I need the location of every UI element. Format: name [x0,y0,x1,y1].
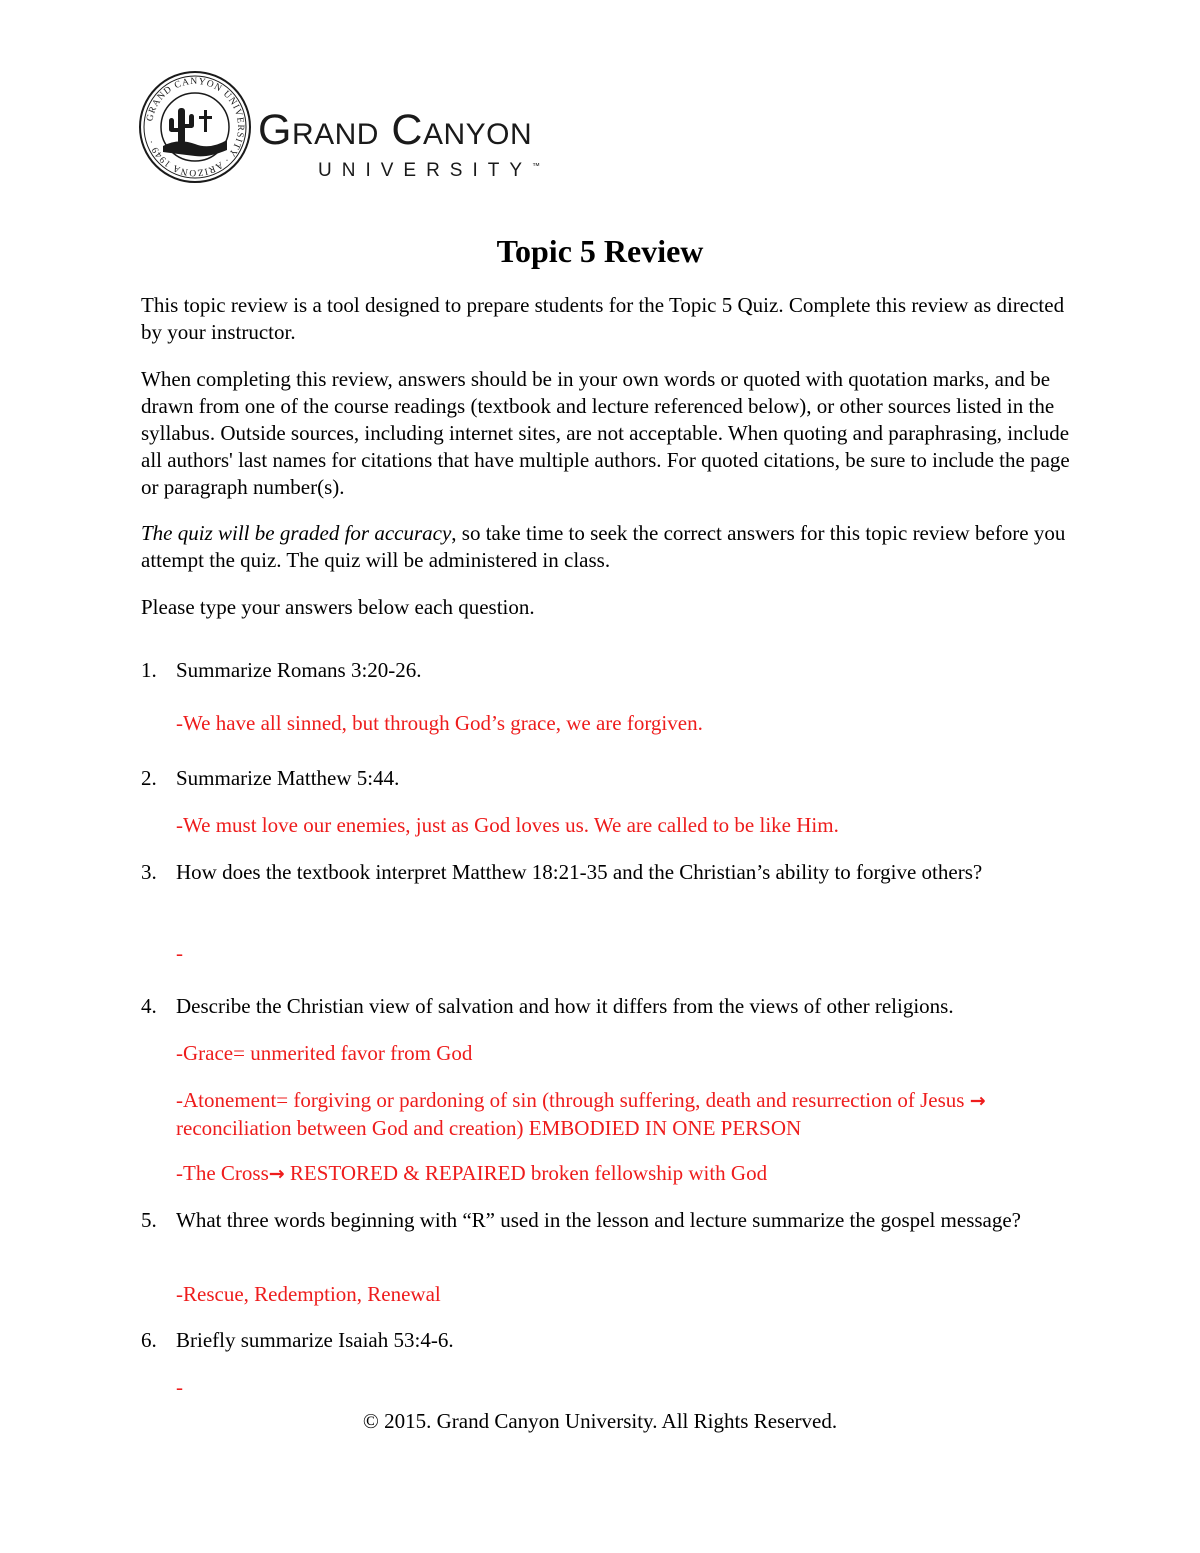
question-text: Describe the Christian view of salvation and how it differs from the views of other religions. [176,994,954,1018]
instruction-text: Please type your answers below each question. [141,595,535,619]
svg-text:GRAND CANYON UNIVERSITY · ARIZ: GRAND CANYON UNIVERSITY · ARIZONA 1949 · [145,76,246,178]
question-text: Summarize Matthew 5:44. [176,766,400,790]
intro-paragraph-2: When completing this review, answers should be in your own words or quoted with quotation marks, and be drawn from one of the course readings (textbook and lecture referenced below), or other sources listed in the syllabus. Outside sources, including internet sites, are not acceptable. When quoting and paraphrasing, include all authors' last names for citations that have multiple authors. For quoted citations, be sure to include the page or paragraph number(s). [141,367,1070,499]
grading-note-text: , so take time to seek the correct answers for this topic review before you attempt the quiz. The quiz will be administered in class. [141,521,1066,572]
answer-text: - [176,1375,183,1399]
grading-note-emphasis: The quiz will be graded for accuracy [141,521,452,545]
question-text: What three words beginning with “R” used in the lesson and lecture summarize the gospel message? [176,1208,1022,1232]
arrow-right-icon: → [969,1090,986,1112]
answer-text: - [176,941,183,965]
question-number: 3. [141,860,157,884]
question-number: 6. [141,1328,157,1352]
logo-wordmark: Grand Canyon [258,106,533,154]
answer-text: -The Cross→ RESTORED & REPAIRED broken fellowship with God [176,1161,768,1185]
answer-text: -We must love our enemies, just as God loves us. We are called to be like Him. [176,813,839,837]
answer-text: -We have all sinned, but through God’s grace, we are forgiven. [176,711,703,735]
question-number: 1. [141,658,157,682]
question-number: 2. [141,766,157,790]
copyright-footer: © 2015. Grand Canyon University. All Rights Reserved. [362,1409,838,1433]
page-title: Topic 5 Review [496,233,704,269]
question-number: 5. [141,1208,157,1232]
answer-text: -Rescue, Redemption, Renewal [176,1282,441,1306]
university-logo [138,70,618,188]
question-text: Summarize Romans 3:20-26. [176,658,422,682]
question-number: 4. [141,994,157,1018]
question-text: Briefly summarize Isaiah 53:4-6. [176,1328,454,1352]
question-text: How does the textbook interpret Matthew 18:21-35 and the Christian’s ability to forgive others? [176,860,983,884]
arrow-right-icon: → [268,1163,285,1185]
logo-subtitle: UNIVERSITY™ [318,160,541,181]
answer-text: -Grace= unmerited favor from God [176,1041,473,1065]
grading-note [141,520,1071,574]
intro-paragraph-1: This topic review is a tool designed to prepare students for the Topic 5 Quiz. Complete this review as directed by your instructor. [141,293,1065,344]
university-seal-icon [138,70,252,184]
answer-text: -Atonement= forgiving or pardoning of sin (through suffering, death and resurrection of Jesus → reconciliation between God and creation) EMBODIED IN ONE PERSON [176,1088,986,1140]
